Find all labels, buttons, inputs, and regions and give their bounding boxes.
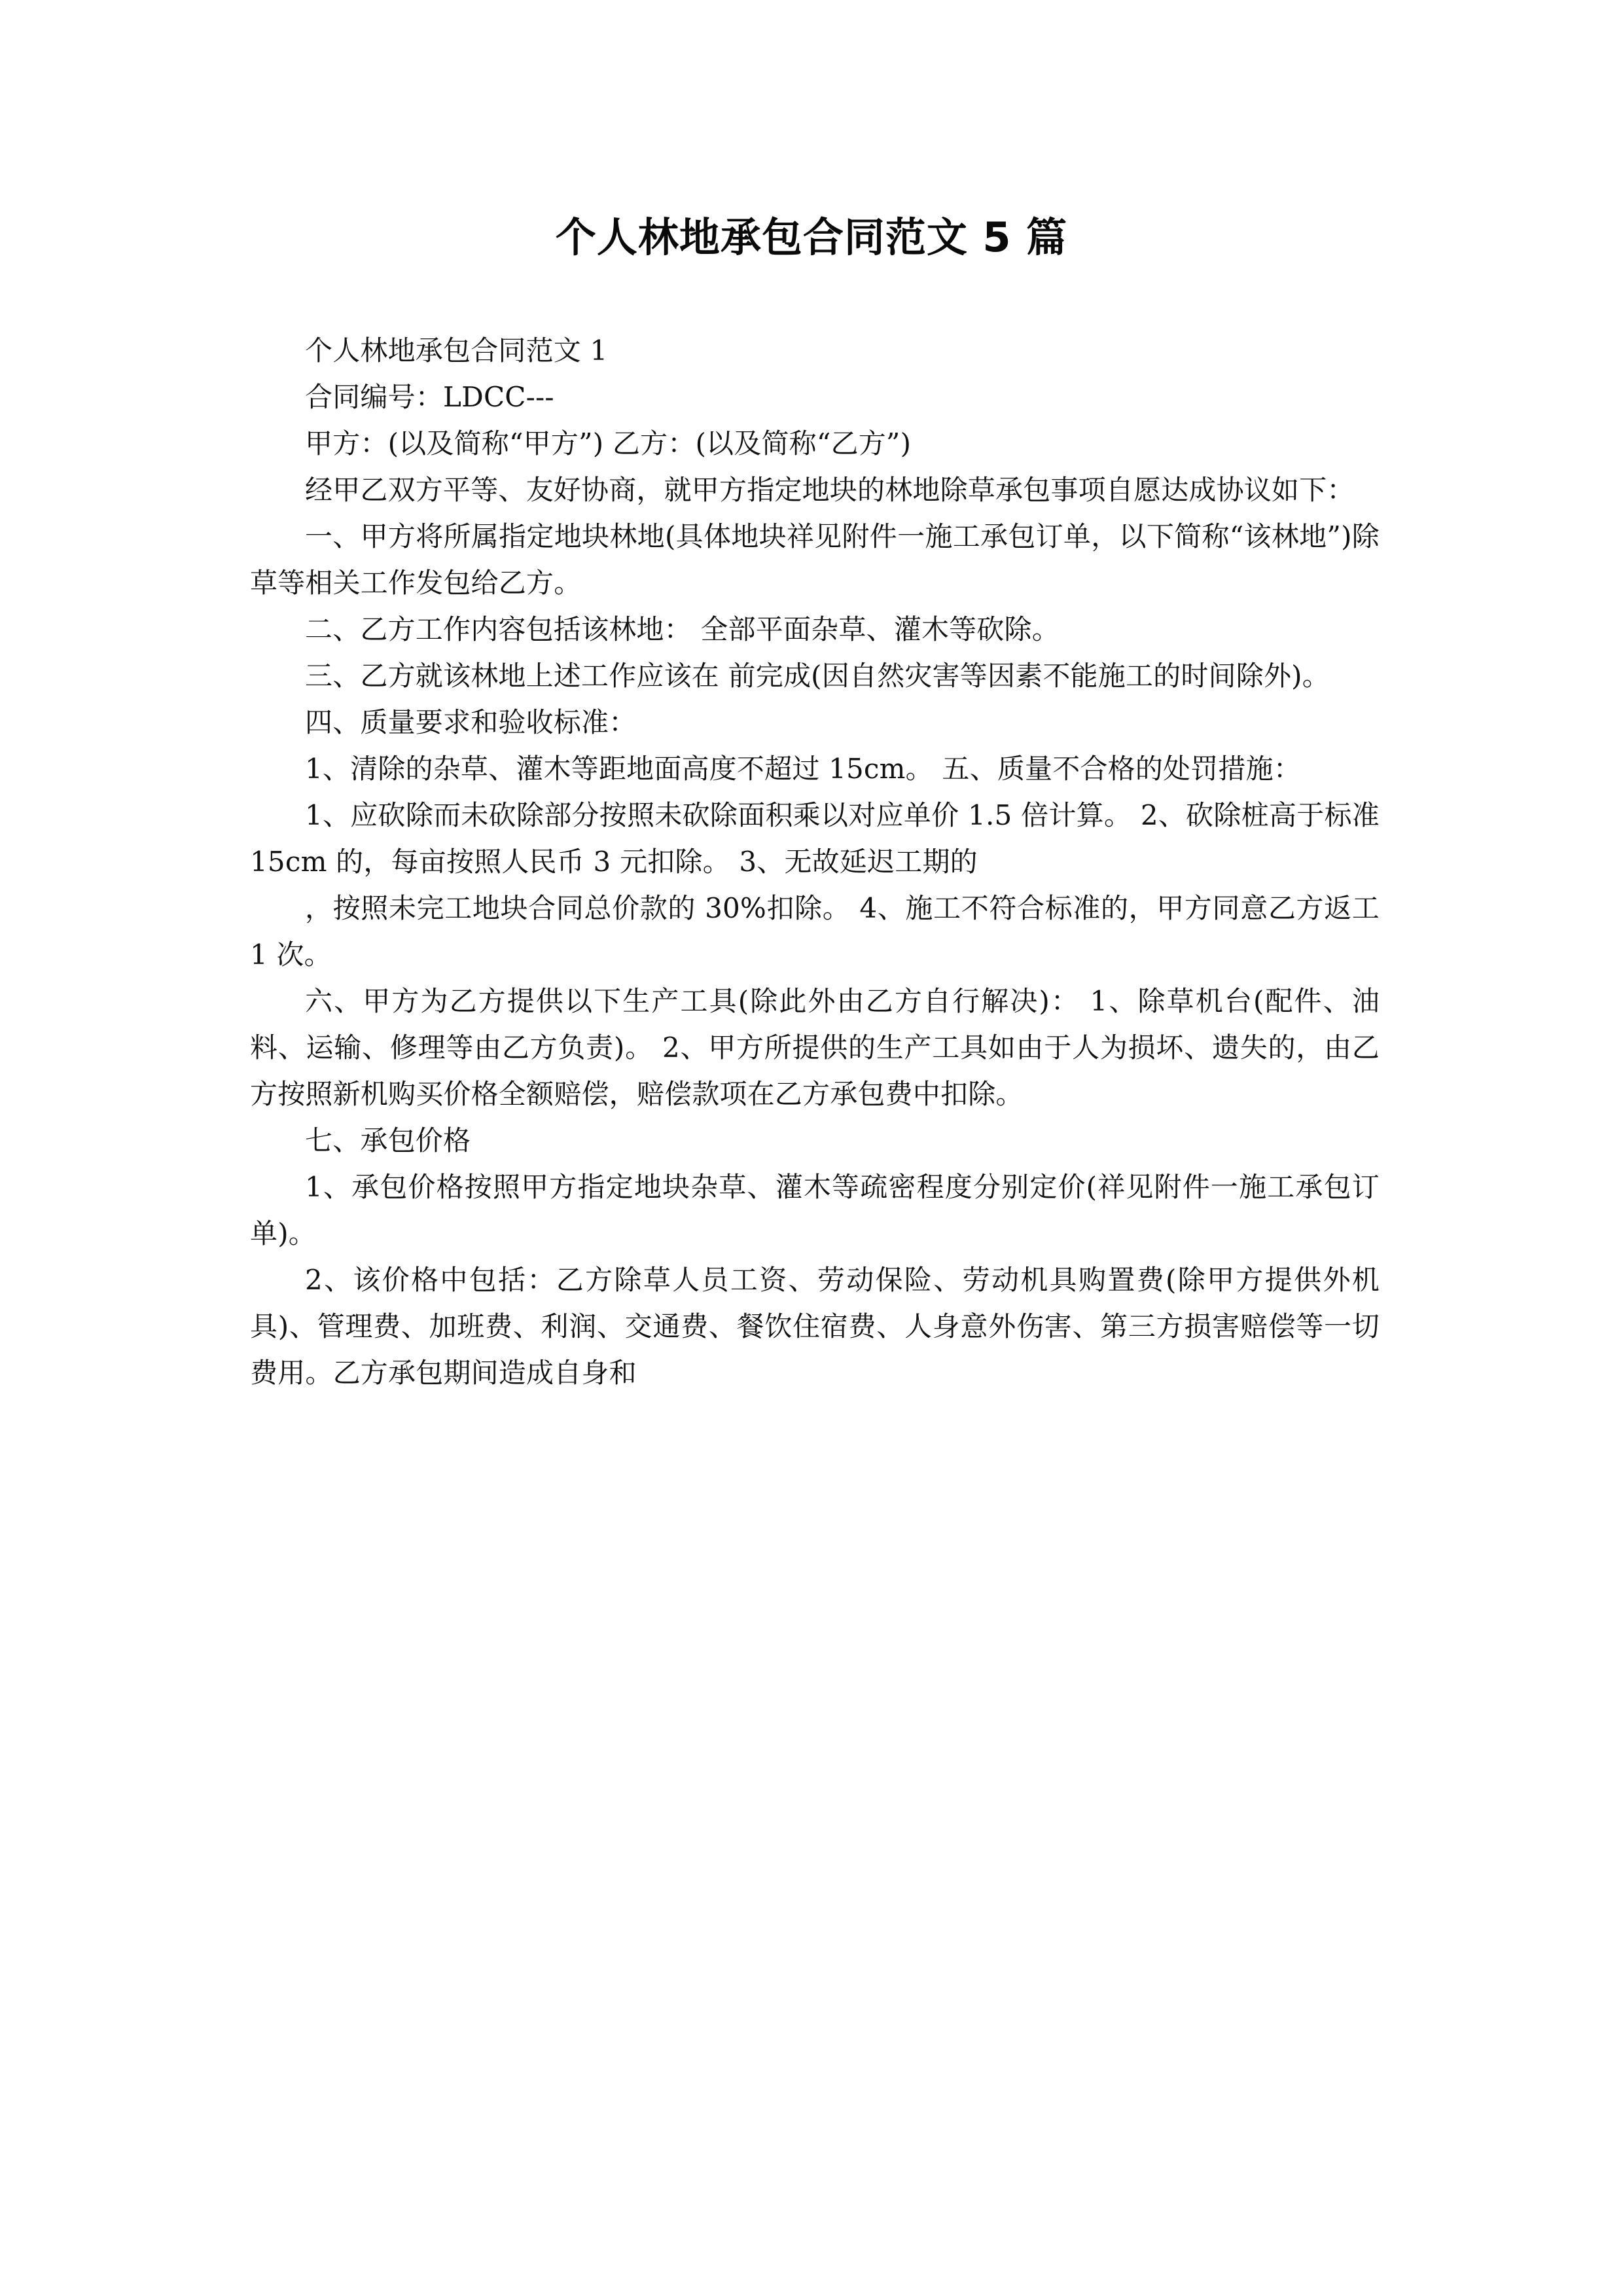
paragraph-clause-4: 四、质量要求和验收标准： [305,706,637,738]
paragraph-clause-4-1: 1、清除的杂草、灌木等距地面高度不超过 15cm。 五、质量不合格的处罚措施： [305,753,1302,785]
paragraph-clause-6: 六、甲方为乙方提供以下生产工具(除此外由乙方自行解决)： 1、除草机台(配件、油料、运输、修理等由乙方负责)。 2、甲方所提供的生产工具如由于人为损坏、遗失的，由乙方按照新机购买价格全额赔偿，赔偿款项在乙方承包费中扣除。 [250,985,1380,1110]
paragraph-preamble: 经甲乙双方平等、友好协商，就甲方指定地块的林地除草承包事项自愿达成协议如下： [305,474,1355,506]
paragraph-clause-5-2: ，按照未完工地块合同总价款的 30%扣除。 4、施工不符合标准的，甲方同意乙方返工 1 次。 [250,892,1380,971]
paragraph-clause-7-1: 1、承包价格按照甲方指定地块杂草、灌木等疏密程度分别定价(祥见附件一施工承包订单)。 [250,1171,1380,1249]
paragraph-clause-1: 一、甲方将所属指定地块林地(具体地块祥见附件一施工承包订单，以下简称“该林地”)除草等相关工作发包给乙方。 [250,520,1380,599]
paragraph-contract-number: 合同编号：LDCC--- [305,381,554,413]
page-title: 个人林地承包合同范文 5 篇 [555,213,1068,261]
document-body [250,327,1380,1396]
paragraph-sub-title-1: 个人林地承包合同范文 1 [305,334,608,367]
paragraph-clause-7: 七、承包价格 [305,1124,471,1157]
paragraph-parties: 甲方：(以及简称“甲方”) 乙方：(以及简称“乙方”) [305,427,912,459]
paragraph-clause-2: 二、乙方工作内容包括该林地： 全部平面杂草、灌木等砍除。 [305,613,1060,645]
paragraph-clause-3: 三、乙方就该林地上述工作应该在 前完成(因自然灾害等因素不能施工的时间除外)。 [305,660,1330,692]
paragraph-clause-7-2: 2、该价格中包括：乙方除草人员工资、劳动保险、劳动机具购置费(除甲方提供外机具)、管理费、加班费、利润、交通费、餐饮住宿费、人身意外伤害、第三方损害赔偿等一切费用。乙方承包期间造成自身和 [250,1264,1380,1389]
paragraph-clause-5-1: 1、应砍除而未砍除部分按照未砍除面积乘以对应单价 1.5 倍计算。 2、砍除桩高于标准 15cm 的，每亩按照人民币 3 元扣除。 3、无故延迟工期的 [250,799,1380,878]
